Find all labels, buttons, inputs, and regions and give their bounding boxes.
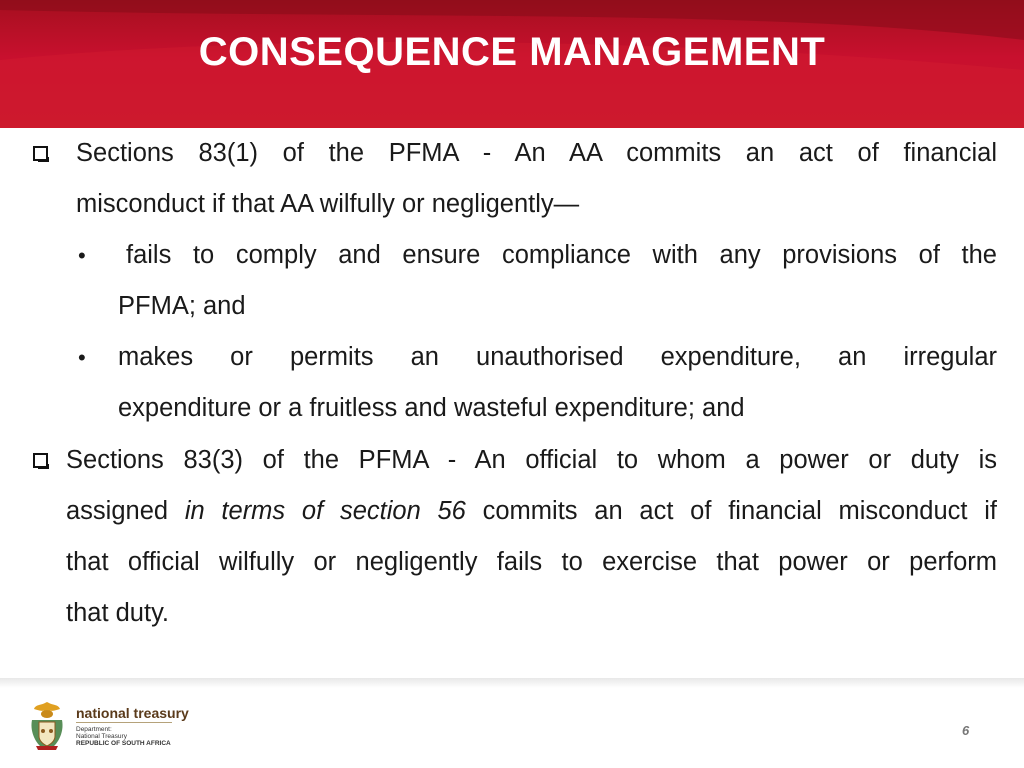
checkbox-icon	[33, 453, 48, 468]
paragraph-2-line-2	[66, 486, 997, 537]
bullet-2-line-1: makes or permits an unauthorised expenditure, an irregular	[118, 343, 997, 371]
bullet-1-line-1: fails to comply and ensure compliance with any provisions of the	[126, 241, 997, 269]
country-name: REPUBLIC OF SOUTH AFRICA	[76, 740, 171, 747]
footer-divider	[0, 678, 1024, 688]
paragraph-2-line-1: Sections 83(3) of the PFMA - An official to whom a power or duty is	[66, 446, 997, 474]
bullet-dot-icon: •	[78, 345, 86, 370]
title-banner	[0, 0, 1024, 128]
paragraph-1-line-1: Sections 83(1) of the PFMA - An AA commits an act of financial	[76, 139, 997, 167]
paragraph-2-line-4: that duty.	[66, 599, 170, 627]
text-segment: assigned	[66, 497, 185, 525]
page-title: CONSEQUENCE MANAGEMENT	[198, 30, 826, 74]
bullet-1-line-2: PFMA; and	[118, 292, 246, 320]
checkbox-icon	[33, 146, 48, 161]
department-name: National Treasury	[76, 733, 127, 740]
italic-reference: in terms of section 56	[184, 497, 466, 525]
text-segment: commits an act of financial misconduct if	[465, 497, 997, 525]
brand-name: national treasury	[76, 705, 189, 721]
department-label: Department:	[76, 726, 112, 733]
bullet-dot-icon: •	[78, 243, 86, 268]
paragraph-2-line-3: that official wilfully or negligently fails to exercise that power or perform	[66, 548, 997, 576]
page-number: 6	[962, 723, 970, 738]
coat-of-arms-icon	[26, 700, 68, 752]
brand-divider	[76, 722, 172, 723]
paragraph-1-line-2: misconduct if that AA wilfully or negligently—	[76, 190, 580, 218]
bullet-2-line-2: expenditure or a fruitless and wasteful expenditure; and	[118, 394, 745, 422]
